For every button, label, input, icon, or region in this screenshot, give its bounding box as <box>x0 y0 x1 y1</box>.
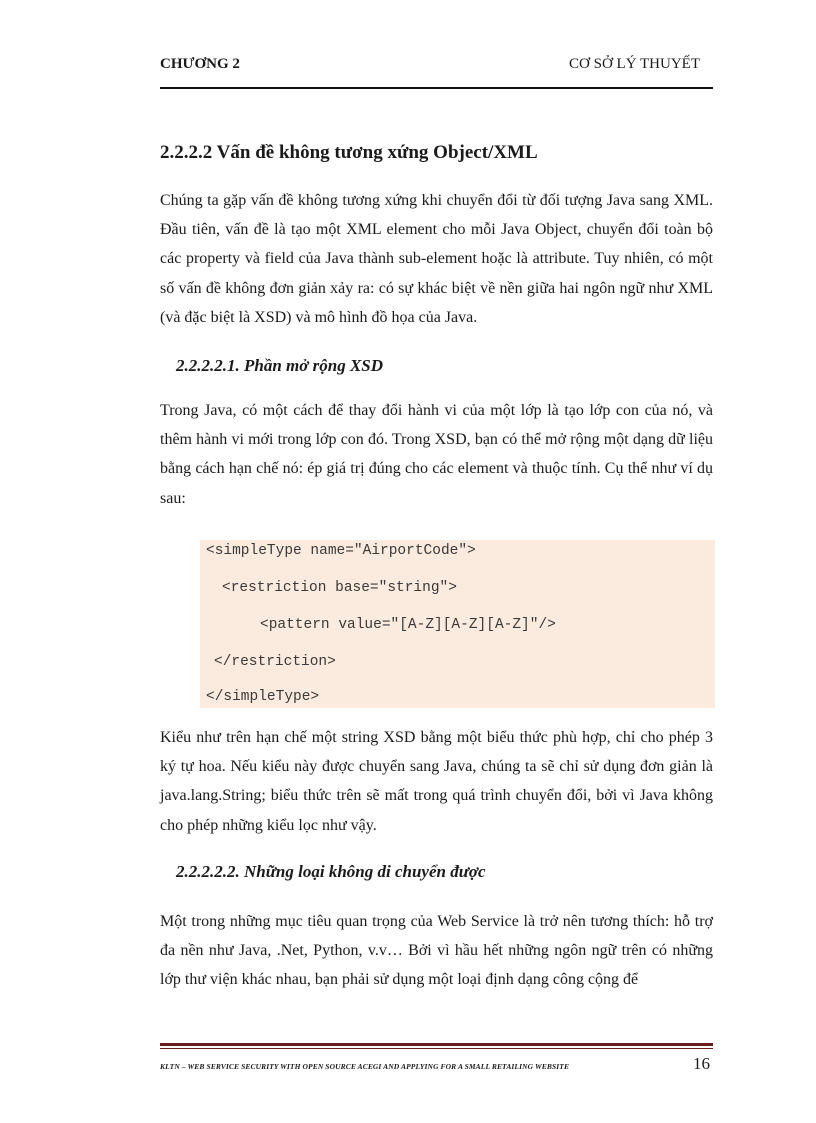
subsection-heading-xsd-extension: 2.2.2.2.1. Phần mở rộng XSD <box>176 356 384 375</box>
header-divider <box>160 87 713 89</box>
subsection-heading-nonportable-types: 2.2.2.2.2. Những loại không di chuyển được <box>176 862 486 881</box>
section-heading: 2.2.2.2 Vấn đề không tương xứng Object/XML <box>160 142 538 163</box>
code-block <box>200 540 715 708</box>
chapter-title: CƠ SỞ LÝ THUYẾT <box>569 56 700 72</box>
code-line: <restriction base="string"> <box>222 580 457 596</box>
footer-divider-thin <box>160 1048 713 1049</box>
chapter-label: CHƯƠNG 2 <box>160 56 240 72</box>
after-code-paragraph: Kiểu như trên hạn chế một string XSD bằng một biểu thức phù hợp, chỉ cho phép 3 ký tự hoa. Nếu kiểu này được chuyển sang Java, chúng ta sẽ chỉ sử dụng đơn giản là java.lang.String; biểu thức trên sẽ mất trong quá trình chuyển đổi, bởi vì Java không cho phép những kiểu lọc như vậy. <box>160 729 713 834</box>
code-line: </restriction> <box>214 654 336 670</box>
footer-divider-thick <box>160 1043 713 1046</box>
page-number: 16 <box>693 1054 710 1073</box>
code-line: <pattern value="[A-Z][A-Z][A-Z]"/> <box>260 617 556 633</box>
running-header <box>160 56 712 82</box>
nonportable-types-paragraph: Một trong những mục tiêu quan trọng của Web Service là trở nên tương thích: hỗ trợ đa nền như Java, .Net, Python, v.v… Bởi vì hầu hết những ngôn ngữ trên có những lớp thư viện khác nhau, bạn phải sử dụng một loại định dạng công cộng để <box>160 913 713 989</box>
footer-title: KLTN – WEB SERVICE SECURITY WITH OPEN SOURCE ACEGI AND APPLYING FOR A SMALL RETAILING WEBSITE <box>160 1062 570 1071</box>
code-line: <simpleType name="AirportCode"> <box>206 543 476 559</box>
intro-paragraph: Chúng ta gặp vấn đề không tương xứng khi chuyển đổi từ đối tượng Java sang XML. Đầu tiên, vấn đề là tạo một XML element cho mỗi Java Object, chuyển đổi toàn bộ các property và field của Java thành sub-element hoặc là attribute. Tuy nhiên, có một số vấn đề không đơn giản xảy ra: có sự khác biệt về nền giữa hai ngôn ngữ như XML (và đặc biệt là XSD) và mô hình đồ họa của Java. <box>160 192 713 326</box>
code-line: </simpleType> <box>206 689 320 705</box>
xsd-extension-paragraph: Trong Java, có một cách để thay đổi hành vi của một lớp là tạo lớp con của nó, và thêm hành vi mới trong lớp con đó. Trong XSD, bạn có thể mở rộng một dạng dữ liệu bằng cách hạn chế nó: ép giá trị đúng cho các element và thuộc tính. Cụ thể như ví dụ sau: <box>160 402 713 507</box>
